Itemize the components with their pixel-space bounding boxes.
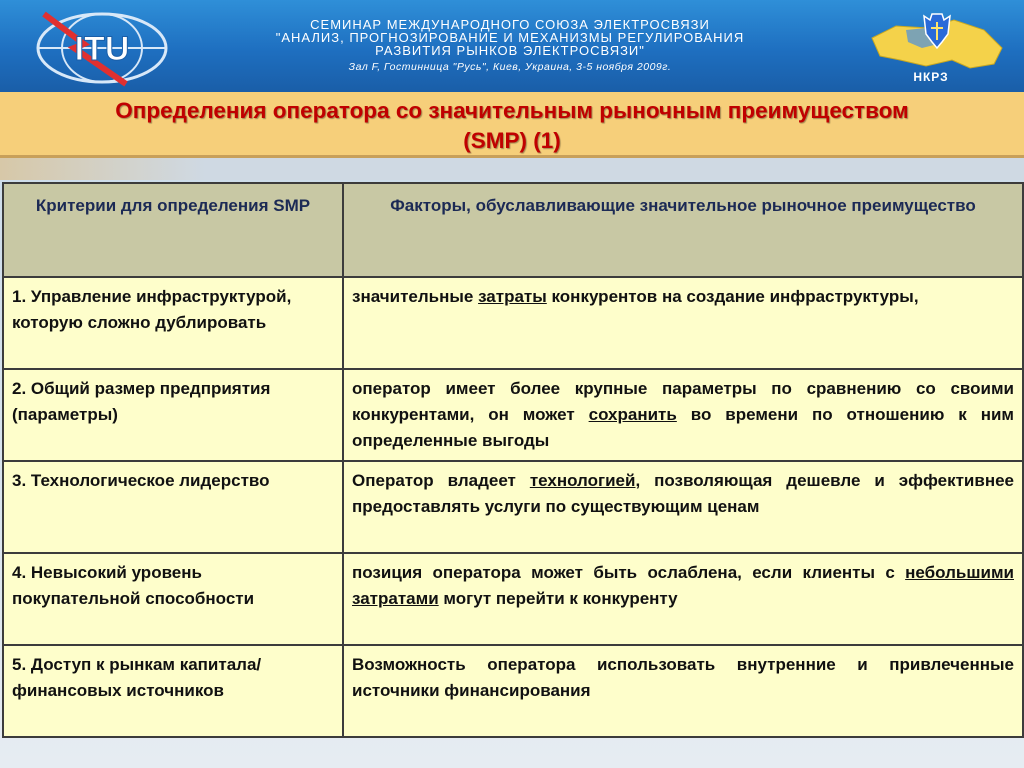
factor-text: позиция оператора может быть ослаблена, если клиенты с [352, 563, 906, 582]
criterion-cell: 2. Общий размер предприятия (параметры) [3, 369, 343, 461]
criterion-cell: 5. Доступ к рынкам капитала/финансовых источников [3, 645, 343, 737]
table-row [3, 461, 1023, 553]
criterion-cell: 4. Невысокий уровень покупательной способности [3, 553, 343, 645]
header-criteria: Критерии для определения SMP [3, 183, 343, 277]
table-row [3, 645, 1023, 737]
slide-title [0, 92, 1024, 156]
factor-emphasis: технологией [529, 471, 636, 490]
factor-text: во времени по отношению к ним определенные выгоды [352, 405, 1014, 450]
header-banner [0, 0, 1024, 92]
factor-emphasis: затраты [478, 287, 547, 306]
slide-title-line-2: (SMP) (1) [463, 128, 561, 153]
criterion-cell: 1. Управление инфраструктурой, которую сложно дублировать [3, 277, 343, 369]
seminar-venue: Зал F, Гостинница "Русь", Киев, Украина, 3-5 ноября 2009г. [348, 61, 672, 73]
factor-text: оператор имеет более крупные параметры по сравнению со своими конкурентами, он может [352, 379, 1014, 424]
factor-emphasis: небольшими затратами [352, 563, 1014, 608]
factor-text: могут перейти к конкуренту [438, 589, 678, 608]
seminar-title-line-3: РАЗВИТИЯ РЫНКОВ ЭЛЕКТРОСВЯЗИ" [375, 43, 645, 58]
itu-logo [14, 4, 184, 90]
slide-title-line-1: Определения оператора со значительным рыночным преимуществом [115, 98, 909, 123]
table-row [3, 369, 1023, 461]
factor-text: , позволяющая дешевле и эффективнее предоставлять услуги по существующим ценам [352, 471, 1014, 516]
factor-text: Оператор владеет [352, 471, 530, 490]
table-row [3, 277, 1023, 369]
factor-cell [343, 277, 1023, 369]
header-factors: Факторы, обуславливающие значительное рыночное преимущество [343, 183, 1023, 277]
seminar-title-line-2: "АНАЛИЗ, ПРОГНОЗИРОВАНИЕ И МЕХАНИЗМЫ РЕГУЛИРОВАНИЯ [275, 30, 745, 45]
seminar-title [180, 18, 840, 73]
factor-cell [343, 645, 1023, 737]
seminar-title-line-1: СЕМИНАР МЕЖДУНАРОДНОГО СОЮЗА ЭЛЕКТРОСВЯЗИ [310, 17, 710, 32]
table-header-row [3, 183, 1023, 277]
smp-criteria-table [2, 182, 1024, 738]
factor-cell [343, 553, 1023, 645]
criterion-cell: 3. Технологическое лидерство [3, 461, 343, 553]
slide-title-band [0, 92, 1024, 158]
factor-text: Возможность оператора использовать внутренние и привлеченные источники финансирования [352, 655, 1014, 700]
factor-cell [343, 461, 1023, 553]
table-row [3, 553, 1023, 645]
svg-text:ITU: ITU [74, 30, 130, 68]
factor-text: конкурентов на создание инфраструктуры, [546, 287, 919, 306]
factor-text: значительные [352, 287, 479, 306]
factor-cell [343, 369, 1023, 461]
factor-emphasis: сохранить [588, 405, 677, 424]
nkrz-label: НКРЗ [913, 70, 949, 84]
title-divider-strip [0, 158, 1024, 180]
